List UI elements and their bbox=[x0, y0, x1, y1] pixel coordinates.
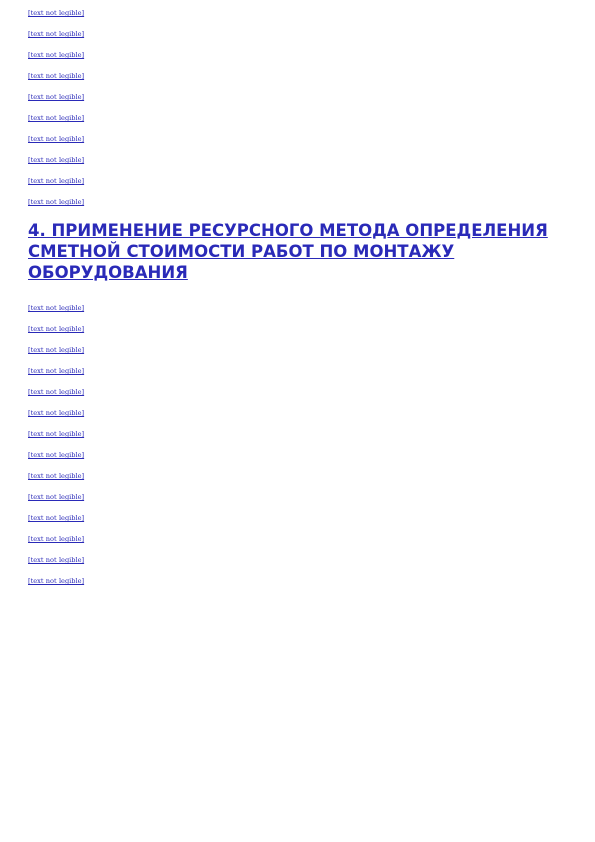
paragraph[interactable]: [text not legible] bbox=[28, 9, 85, 17]
paragraph[interactable]: [text not legible] bbox=[28, 430, 85, 438]
paragraph[interactable]: [text not legible] bbox=[28, 451, 85, 459]
paragraph[interactable]: [text not legible] bbox=[28, 535, 85, 543]
paragraph[interactable]: [text not legible] bbox=[28, 346, 85, 354]
paragraph[interactable]: [text not legible] bbox=[28, 577, 85, 585]
paragraph[interactable]: [text not legible] bbox=[28, 367, 85, 375]
paragraph[interactable]: [text not legible] bbox=[28, 72, 85, 80]
paragraph[interactable]: [text not legible] bbox=[28, 135, 85, 143]
paragraph[interactable]: [text not legible] bbox=[28, 304, 85, 312]
section-heading[interactable]: 4. ПРИМЕНЕНИЕ РЕСУРСНОГО МЕТОДА ОПРЕДЕЛЕНИЯ СМЕТНОЙ СТОИМОСТИ РАБОТ ПО МОНТАЖУ ОБОРУДОВАНИЯ bbox=[28, 221, 548, 282]
paragraph[interactable]: [text not legible] bbox=[28, 514, 85, 522]
paragraph[interactable]: [text not legible] bbox=[28, 409, 85, 417]
paragraph[interactable]: [text not legible] bbox=[28, 388, 85, 396]
document-content bbox=[28, 8, 568, 597]
paragraph[interactable]: [text not legible] bbox=[28, 177, 85, 185]
paragraph[interactable]: [text not legible] bbox=[28, 198, 85, 206]
paragraph[interactable]: [text not legible] bbox=[28, 30, 85, 38]
paragraph[interactable]: [text not legible] bbox=[28, 114, 85, 122]
paragraph[interactable]: [text not legible] bbox=[28, 556, 85, 564]
paragraph[interactable]: [text not legible] bbox=[28, 93, 85, 101]
paragraph[interactable]: [text not legible] bbox=[28, 156, 85, 164]
paragraph[interactable]: [text not legible] bbox=[28, 493, 85, 501]
paragraph[interactable]: [text not legible] bbox=[28, 472, 85, 480]
paragraph[interactable]: [text not legible] bbox=[28, 325, 85, 333]
paragraph[interactable]: [text not legible] bbox=[28, 51, 85, 59]
